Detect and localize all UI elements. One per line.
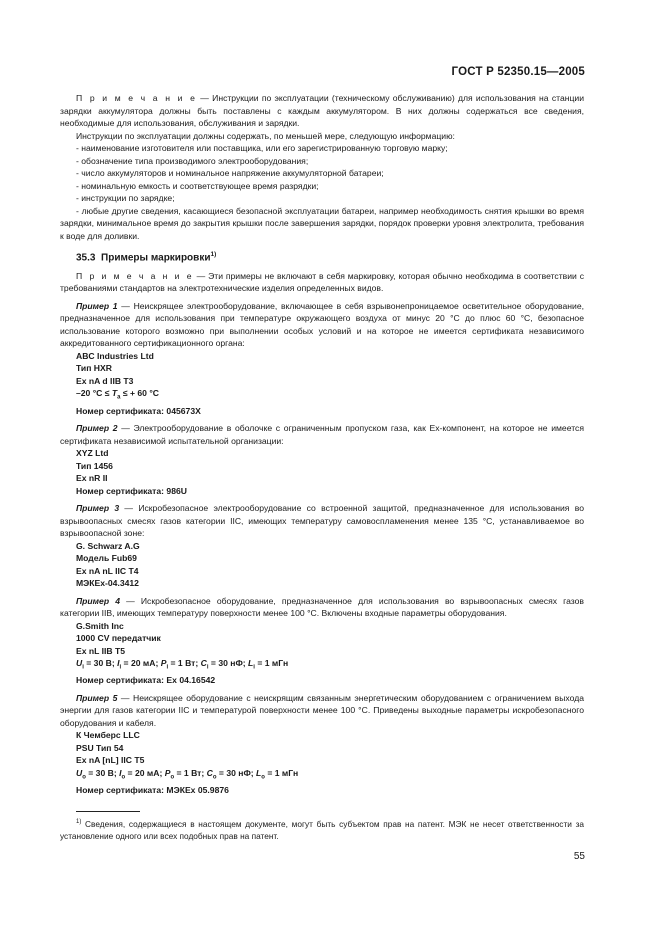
marking-line: Ex nA [nL] IIC T5 (76, 755, 145, 766)
footnote (60, 816, 584, 842)
example-label: Пример 4 (76, 595, 120, 606)
note-text: — Эти примеры не включают в себя маркировку, которая обычно необходима в соответствии с требованиями стандартов на электротехнические изделия определенных видов. (60, 270, 584, 294)
example-label: Пример 5 (76, 692, 118, 703)
marking-line: XYZ Ltd (76, 448, 109, 459)
marking-line: Номер сертификата: 045673X (76, 405, 201, 416)
list-item: - число аккумуляторов и номинальное напряжение аккумуляторной батареи; (76, 168, 384, 178)
example-text: — Искробезопасное электрооборудование со встроенной защитой, предназначенное для использования во взрывоопасных смесях газов категории IIC, имеющих температуру самовоспламенения менее 135 °С, устанавливаемое во взрывоопасной зоне: (60, 503, 584, 539)
marking-line: Тип 1456 (76, 460, 113, 471)
note-2 (60, 270, 584, 295)
marking-line: PSU Тип 54 (76, 742, 124, 753)
marking-line: Тип HXR (76, 363, 112, 374)
example-text: — Неискрящее электрооборудование, включающее в себя взрывонепроницаемое осветительное оборудование, предназначенное для использования при температуре окружающего воздуха от минус 20 °С до плюс 60 °С, безопасное использование которого возможно при выполнении особых условий и на которое не имеется сертификата независимого аккредитованного сертификационного органа: (60, 300, 585, 349)
marking-line: G.Smith Inc (76, 620, 124, 631)
note-label: П р и м е ч а н и е (76, 270, 194, 281)
marking-line: Ex nR II (76, 473, 108, 484)
marking-line: Номер сертификата: 986U (76, 485, 187, 496)
note-text: — Инструкции по эксплуатации (техническому обслуживанию) для использования на станции зарядки аккумулятора должны быть поставлены с каждым аккумулятором. В них должны содержаться все сведения, необходимые для использования, обслуживания и зарядки. (60, 93, 584, 128)
section-number: 35.3 (76, 252, 96, 264)
example-text: — Электрооборудование в оболочке с ограниченным пропуском газа, как Ex-компонент, на которое не имеется сертификата независимой испытательной организации: (60, 423, 584, 446)
marking-line: ABC Industries Ltd (76, 350, 154, 361)
marking-line: Номер сертификата: МЭКEx 05.9876 (76, 784, 229, 795)
list-item: - инструкции по зарядке; (76, 193, 175, 203)
marking-line: G. Schwarz A.G (76, 540, 140, 551)
example-label: Пример 1 (76, 300, 118, 311)
example-label: Пример 3 (76, 503, 120, 514)
marking-line: Ex nL IIB T5 (76, 645, 126, 656)
marking-line: МЭКEx-04.3412 (76, 578, 139, 589)
marking-line: Ex nA d IIB T3 (76, 375, 134, 386)
marking-line: Модель Fub69 (76, 553, 137, 564)
marking-line: 1000 CV передатчик (76, 633, 161, 644)
document-id: ГОСТ Р 52350.15—2005 (451, 66, 585, 78)
page-number: 55 (573, 851, 585, 862)
list-item: - обозначение типа производимого электрооборудования; (76, 155, 309, 166)
example-5 (60, 692, 584, 730)
instructions-list (60, 142, 584, 205)
note-label: П р и м е ч а н и е (76, 93, 198, 103)
footnote-ref: 1) (210, 251, 217, 258)
footnote-text: Сведения, содержащиеся в настоящем документе, могут быть субъектом прав на патент. МЭК не несет ответственности за установление одного или всех подобных прав на патент. (60, 818, 584, 841)
section-heading (60, 249, 584, 265)
marking-block (60, 620, 584, 687)
example-2 (60, 422, 584, 447)
marking-line: К Чемберс LLC (76, 730, 140, 741)
section-title: Примеры маркировки (101, 252, 211, 264)
example-label: Пример 2 (76, 423, 118, 434)
list-item: - наименование изготовителя или поставщика, или его зарегистрированную торговую марку; (76, 143, 448, 153)
marking-line: Ex nA nL IIC T4 (76, 565, 139, 576)
example-text: — Неискрящее оборудование с неискрящим связанным энергетическим оборудованием с ограничением выхода энергии для газов категории IIC и температурой поверхности менее 100 °С. Приведены выходные параметры искробезопасного оборудования и кабеля. (60, 692, 584, 728)
example-1 (60, 300, 584, 350)
marking-block (60, 729, 584, 796)
marking-line: Номер сертификата: Ex 04.16542 (76, 675, 216, 686)
page-body (60, 92, 584, 796)
marking-block (60, 540, 584, 590)
marking-line: –20 $^\circ С \le T_a$ ≤ + 60 °С (76, 388, 159, 402)
marking-block (60, 447, 584, 497)
example-3 (60, 502, 584, 540)
footnote-divider (76, 811, 140, 812)
marking-block (60, 350, 584, 417)
instructions-intro: Инструкции по эксплуатации должны содержать, по меньшей мере, следующую информацию: (76, 130, 455, 141)
note-1 (60, 92, 584, 130)
marking-line: $U_o = 30$ В; $I_o = 20$ мА; $P_o = 1$ Вт; $C_o = 30$ нФ; $L_o = 1$ мГн (76, 767, 299, 781)
marking-line: $U_i = 30$ В; $I_i = 20$ мА; $P_i = 1$ Вт; $C_i = 30$ нФ; $L_i = 1$ мГн (76, 658, 289, 671)
footnote-mark: 1) (76, 819, 82, 825)
list-item: - номинальную емкость и соответствующее время разрядки; (76, 180, 319, 191)
example-4 (60, 595, 584, 620)
example-text: — Искробезопасное оборудование, предназначенное для использования во взрывоопасных смесях газов категории IIB, имеющих температуру поверхности менее 100 °С. Включены входные параметры оборудования. (60, 595, 584, 619)
instructions-last: - любые другие сведения, касающиеся безопасной эксплуатации батареи, например необходимость снятия крышки во время зарядки, минимальное время до закрытия крышки после завершения зарядки, порядок проверки уровня электролита, требования к воде для доливки. (60, 205, 584, 241)
